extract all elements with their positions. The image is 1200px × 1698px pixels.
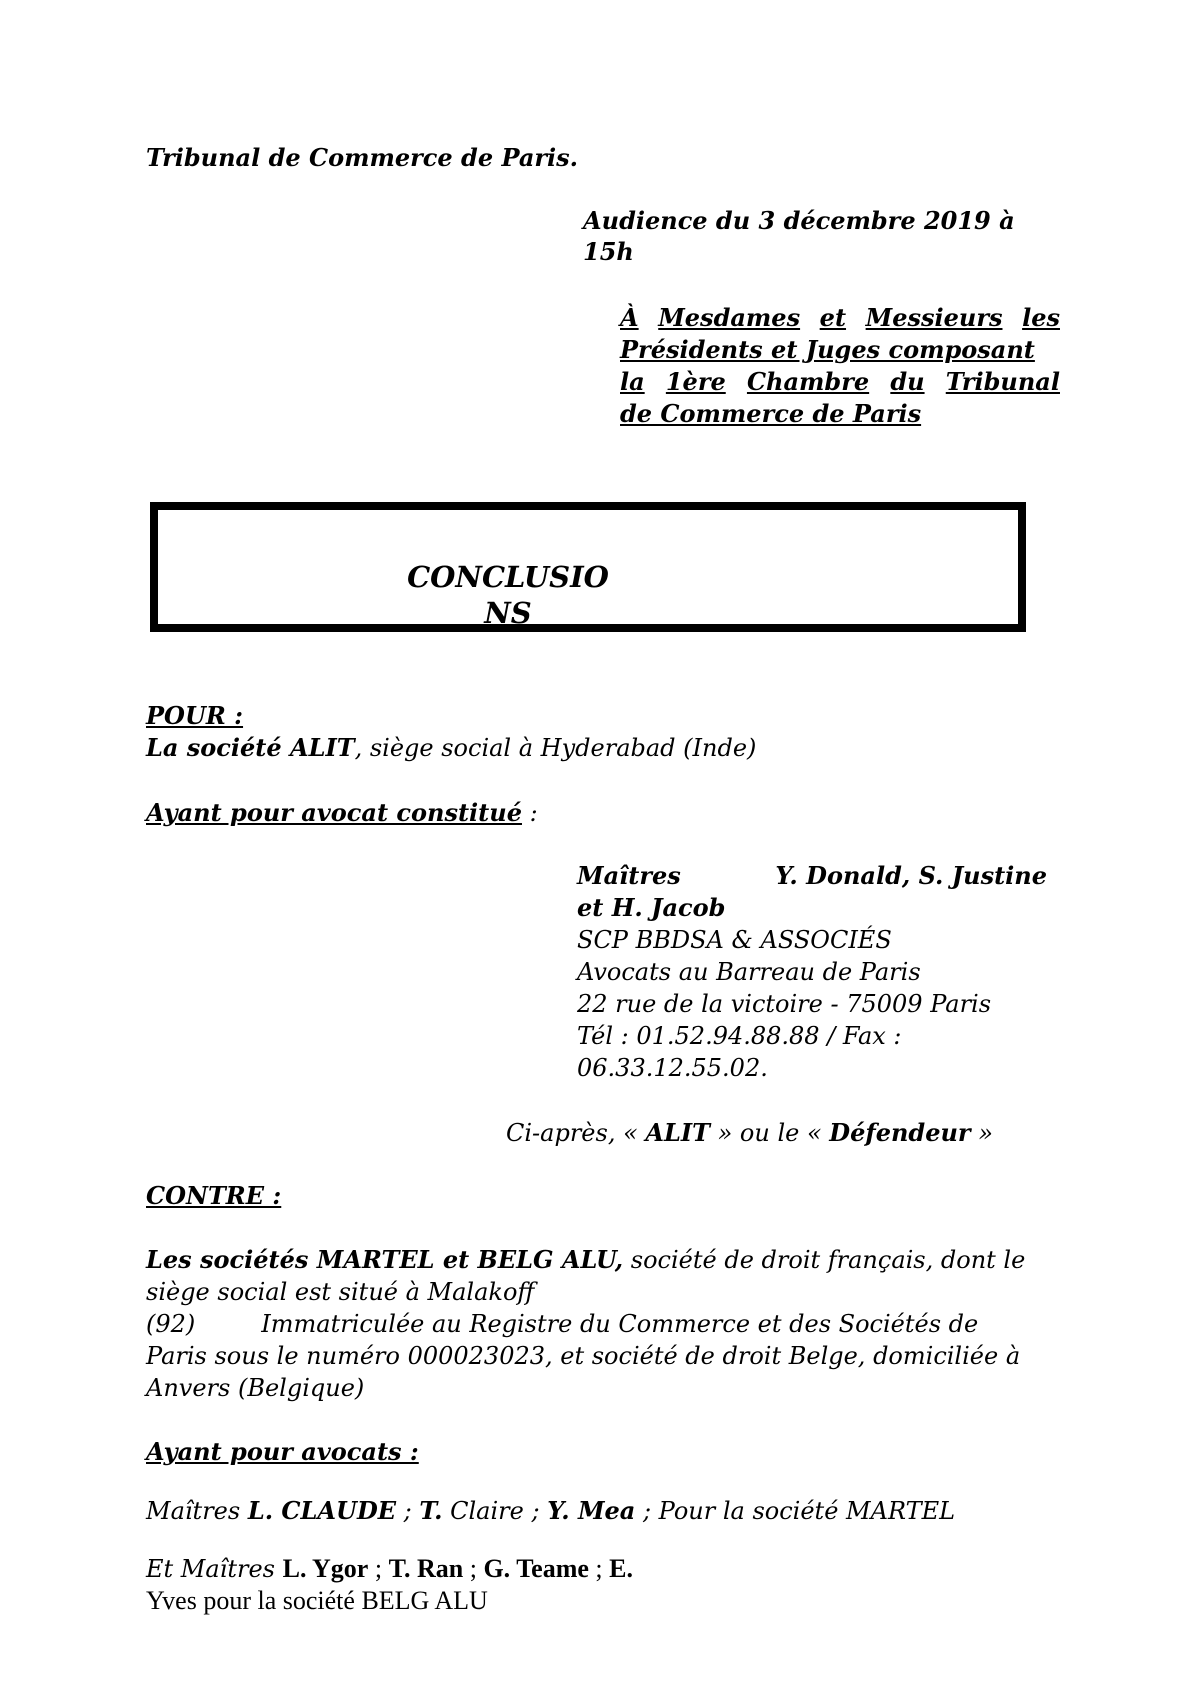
counsel-phone-line-2: 06.33.12.55.02. bbox=[577, 1054, 768, 1082]
martel-sep: ; bbox=[396, 1497, 420, 1525]
contre-party-block bbox=[146, 1244, 1066, 1404]
counsel-phone-line-1: Tél : 01.52.94.88.88 / Fax : bbox=[577, 1022, 902, 1050]
alias-middle: » ou le « bbox=[709, 1119, 830, 1147]
address-line-1 bbox=[620, 302, 1060, 334]
address-word: 1ère bbox=[665, 367, 726, 396]
court-name: Tribunal de Commerce de Paris. bbox=[146, 143, 579, 172]
counsel-names-line-1 bbox=[577, 860, 1047, 892]
contre-label: CONTRE : bbox=[146, 1181, 282, 1210]
contre-line-2: siège social est situé à Malakoff bbox=[146, 1278, 535, 1306]
address-word: la bbox=[620, 367, 645, 396]
address-word: Messieurs bbox=[865, 303, 1003, 332]
hearing-line-1: Audience du 3 décembre 2019 à bbox=[583, 206, 1015, 235]
contre-line-4: Paris sous le numéro 000023023, et société de droit Belge, domiciliée à bbox=[146, 1342, 1021, 1370]
counsel-title: Maîtres bbox=[577, 861, 681, 890]
pour-counsel-block bbox=[577, 860, 1047, 1084]
martel-counsel-2-name: Claire ; bbox=[442, 1497, 548, 1525]
martel-prefix: Maîtres bbox=[146, 1497, 248, 1525]
court-address-block bbox=[620, 302, 1060, 430]
address-word: À bbox=[620, 303, 639, 332]
counsel-address: 22 rue de la victoire - 75009 Paris bbox=[577, 990, 992, 1018]
belg-counsel-2: T. Ran bbox=[388, 1554, 464, 1583]
belg-sep: ; bbox=[463, 1554, 484, 1583]
address-word: et bbox=[819, 303, 847, 332]
martel-counsel-2-initial: T. bbox=[419, 1496, 443, 1525]
belg-counsel-1: L. Ygor bbox=[282, 1554, 369, 1583]
pour-party bbox=[146, 732, 756, 764]
address-word: Chambre bbox=[746, 367, 870, 396]
belg-sep: ; bbox=[588, 1554, 610, 1583]
belg-counsel-3: G. Teame bbox=[483, 1554, 589, 1583]
document-title-line-2: NS bbox=[484, 596, 532, 630]
pour-party-details: , siège social à Hyderabad (Inde) bbox=[354, 734, 757, 762]
contre-line-3 bbox=[146, 1308, 1066, 1340]
alias-name-1: ALIT bbox=[645, 1118, 710, 1147]
address-word: Mesdames bbox=[658, 303, 801, 332]
counsel-firm: SCP BBDSA & ASSOCIÉS bbox=[577, 926, 892, 954]
alias-name-2: Défendeur bbox=[829, 1118, 971, 1147]
pour-party-name: La société ALIT bbox=[146, 733, 355, 762]
contre-line-3-dept: (92) bbox=[146, 1310, 196, 1338]
martel-counsel-1: L. CLAUDE bbox=[247, 1496, 397, 1525]
address-word: Tribunal bbox=[945, 367, 1060, 396]
belg-prefix: Et Maîtres bbox=[146, 1555, 283, 1583]
pour-counsel-label-text: Ayant pour avocat constitué bbox=[146, 798, 522, 827]
address-line-4: de Commerce de Paris bbox=[620, 399, 922, 428]
counsel-bar: Avocats au Barreau de Paris bbox=[577, 958, 921, 986]
belg-counsel-4: E. bbox=[609, 1554, 633, 1583]
address-line-2: Présidents et Juges composant bbox=[620, 335, 1035, 364]
belg-counsel-line-2: Yves pour la société BELG ALU bbox=[146, 1586, 488, 1615]
alias-suffix: » bbox=[970, 1119, 993, 1147]
martel-counsel bbox=[146, 1495, 955, 1527]
document-title-box bbox=[150, 502, 1026, 632]
contre-line-5: Anvers (Belgique) bbox=[146, 1374, 365, 1402]
address-word: du bbox=[890, 367, 925, 396]
pour-alias bbox=[506, 1117, 993, 1149]
hearing-date bbox=[583, 205, 1063, 267]
alias-prefix: Ci-après, « bbox=[506, 1119, 646, 1147]
contre-line-3-registry: Immatriculée au Registre du Commerce et des Sociétés de bbox=[261, 1310, 979, 1338]
pour-counsel-label bbox=[146, 797, 538, 829]
contre-line-1-rest: société de droit français, dont le bbox=[623, 1246, 1026, 1274]
martel-suffix: ; Pour la société MARTEL bbox=[635, 1497, 956, 1525]
belg-sep: ; bbox=[368, 1554, 389, 1583]
address-word: les bbox=[1022, 303, 1060, 332]
pour-counsel-label-suffix: : bbox=[521, 799, 538, 827]
address-line-3 bbox=[620, 366, 1060, 398]
contre-counsel-label: Ayant pour avocats : bbox=[146, 1437, 419, 1466]
belg-counsel-line-1 bbox=[146, 1553, 633, 1585]
document-title-line-1: CONCLUSIO bbox=[407, 560, 609, 594]
pour-label: POUR : bbox=[146, 701, 244, 730]
hearing-line-2: 15h bbox=[583, 237, 634, 266]
counsel-names-line-2: et H. Jacob bbox=[577, 893, 726, 922]
martel-counsel-3: Y. Mea bbox=[547, 1496, 636, 1525]
contre-line-1 bbox=[146, 1244, 1066, 1276]
contre-party-name: Les sociétés MARTEL et BELG ALU, bbox=[146, 1245, 624, 1274]
counsel-names: Y. Donald, S. Justine bbox=[775, 861, 1047, 890]
belg-counsel bbox=[146, 1553, 633, 1617]
